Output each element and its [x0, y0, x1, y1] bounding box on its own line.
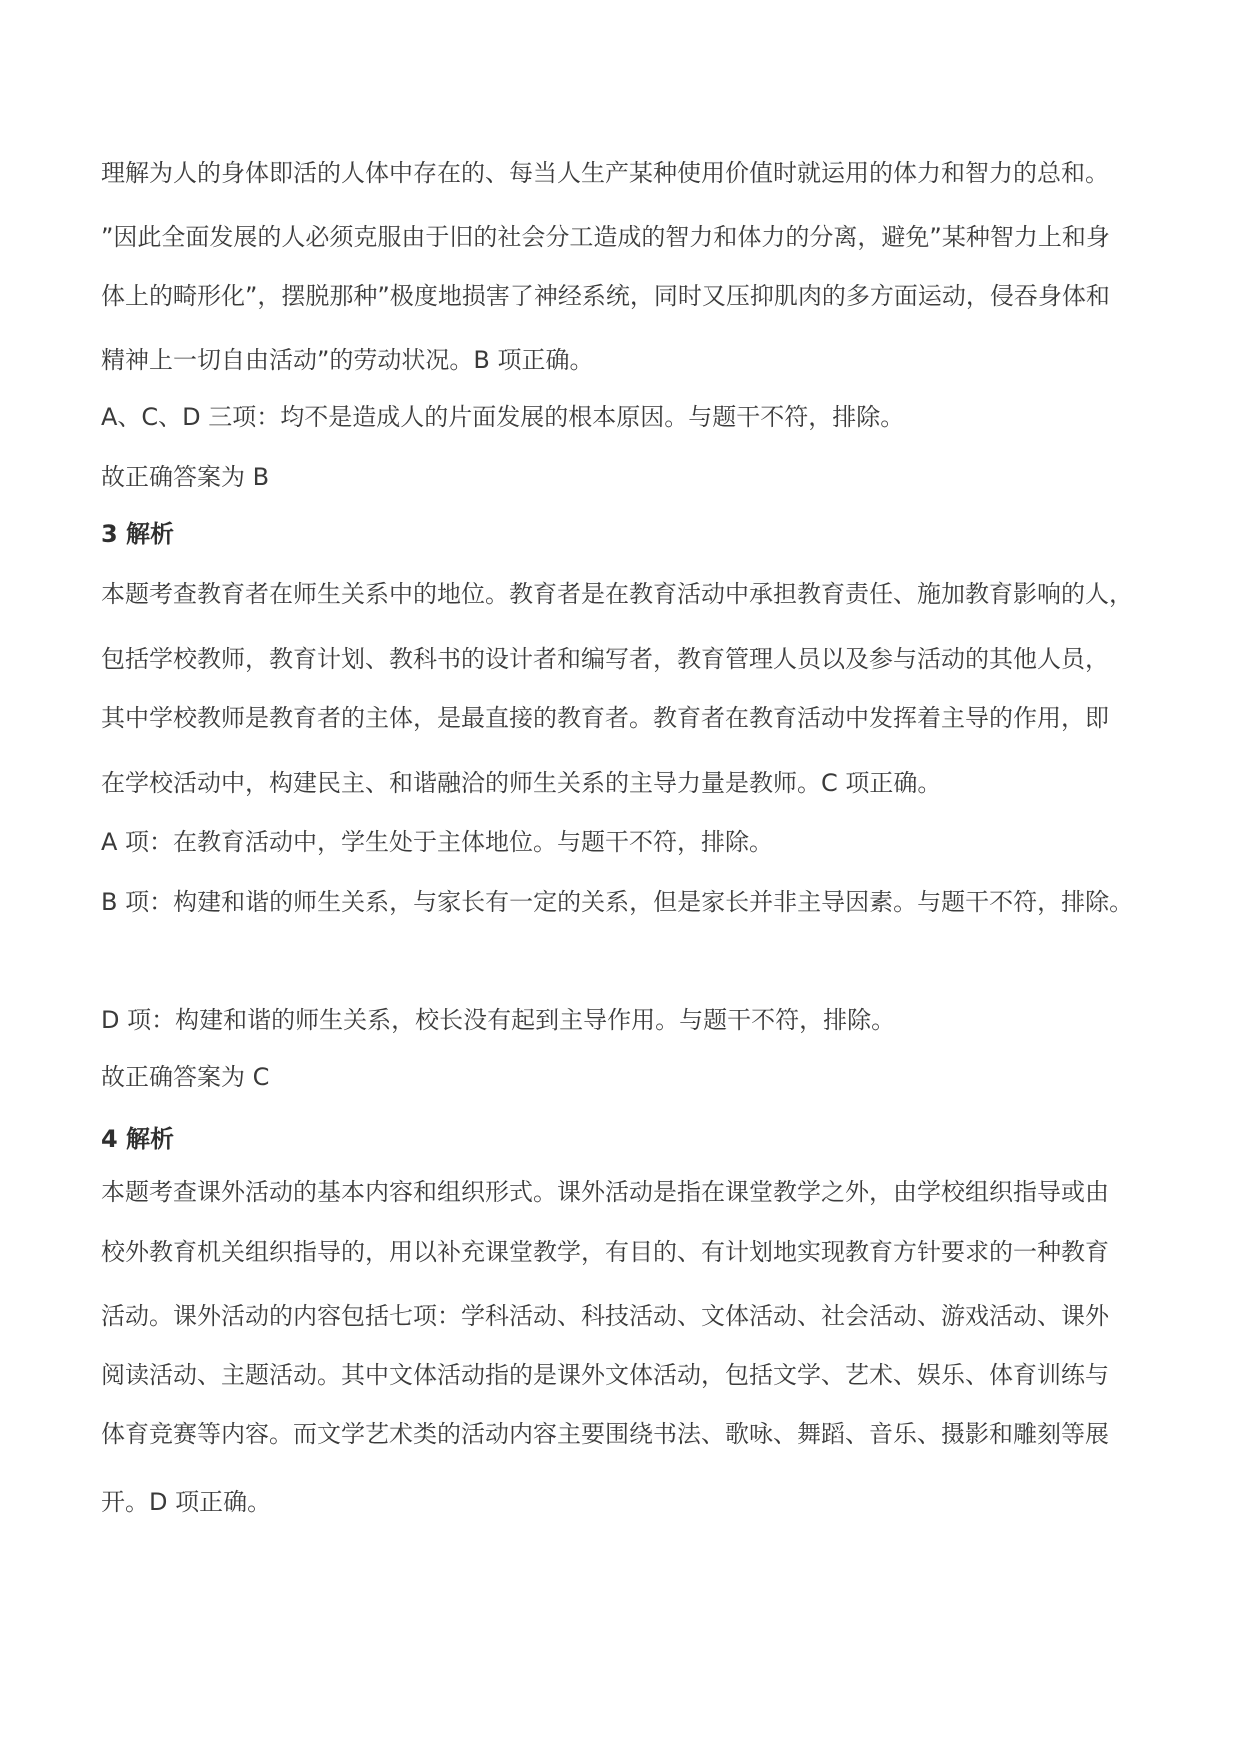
- paragraph-line: 活动。课外活动的内容包括七项：学科活动、科技活动、文体活动、社会活动、游戏活动、课外: [101, 1302, 1109, 1330]
- answer-line: 故正确答案为 C: [101, 1063, 270, 1091]
- answer-line: 故正确答案为 B: [101, 463, 270, 491]
- paragraph-line: 精神上一切自由活动”的劳动状况。B 项正确。: [101, 346, 594, 374]
- paragraph-line: 其中学校教师是教育者的主体，是最直接的教育者。教育者在教育活动中发挥着主导的作用，即: [101, 704, 1109, 732]
- paragraph-line: 包括学校教师，教育计划、教科书的设计者和编写者，教育管理人员以及参与活动的其他人员，: [101, 645, 1109, 673]
- paragraph-line: 阅读活动、主题活动。其中文体活动指的是课外文体活动，包括文学、艺术、娱乐、体育训练与: [101, 1361, 1109, 1389]
- option-analysis-line: D 项：构建和谐的师生关系，校长没有起到主导作用。与题干不符，排除。: [101, 1006, 896, 1034]
- paragraph-line: 本题考查课外活动的基本内容和组织形式。课外活动是指在课堂教学之外，由学校组织指导或由: [101, 1178, 1109, 1206]
- paragraph-line: 校外教育机关组织指导的，用以补充课堂教学，有目的、有计划地实现教育方针要求的一种教育: [101, 1238, 1109, 1266]
- section-heading: 4 解析: [101, 1125, 175, 1153]
- paragraph-line: 本题考查教育者在师生关系中的地位。教育者是在教育活动中承担教育责任、施加教育影响的人，: [101, 580, 1133, 608]
- option-analysis-line: B 项：构建和谐的师生关系，与家长有一定的关系，但是家长并非主导因素。与题干不符，排除。: [101, 888, 1134, 916]
- paragraph-line: 开。D 项正确。: [101, 1488, 272, 1516]
- option-analysis-line: A、C、D 三项：均不是造成人的片面发展的根本原因。与题干不符，排除。: [101, 403, 905, 431]
- paragraph-line: 理解为人的身体即活的人体中存在的、每当人生产某种使用价值时就运用的体力和智力的总和。: [101, 159, 1109, 187]
- paragraph-line: 体育竞赛等内容。而文学艺术类的活动内容主要围绕书法、歌咏、舞蹈、音乐、摄影和雕刻等展: [101, 1420, 1109, 1448]
- section-heading: 3 解析: [101, 520, 175, 548]
- document-body: [101, 158, 1161, 1517]
- paragraph-line: 体上的畸形化”，摆脱那种”极度地损害了神经系统，同时又压抑肌肉的多方面运动，侵吞身体和: [101, 282, 1110, 310]
- paragraph-line: 在学校活动中，构建民主、和谐融洽的师生关系的主导力量是教师。C 项正确。: [101, 769, 942, 797]
- option-analysis-line: A 项：在教育活动中，学生处于主体地位。与题干不符，排除。: [101, 828, 774, 856]
- paragraph-line: ”因此全面发展的人必须克服由于旧的社会分工造成的智力和体力的分离，避免”某种智力上和身: [101, 223, 1110, 251]
